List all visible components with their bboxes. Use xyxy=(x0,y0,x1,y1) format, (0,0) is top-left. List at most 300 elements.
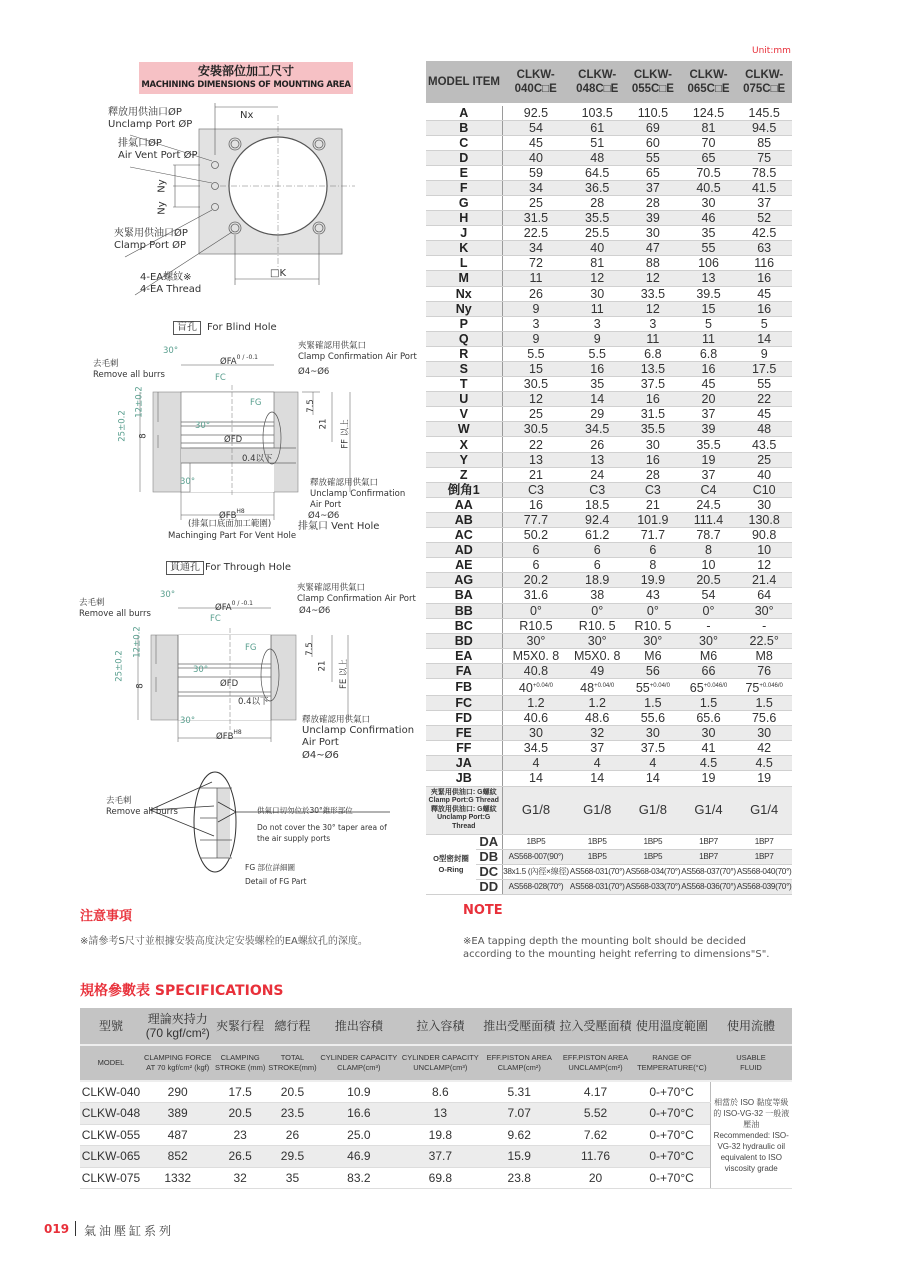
specs-cell: 20.5 xyxy=(267,1081,318,1103)
dims-cell: 22 xyxy=(736,392,792,407)
dims-cell: 116 xyxy=(736,256,792,271)
dims-cell: 52 xyxy=(736,211,792,226)
dims-cell: 46 xyxy=(681,211,737,226)
page-number: 019 xyxy=(44,1222,70,1236)
specs-row xyxy=(80,1081,792,1103)
specs-header-zh-cell: 推出容積 xyxy=(318,1008,400,1045)
blind-tag: 盲孔 xyxy=(173,321,201,335)
through-fc-label: FC xyxy=(210,614,221,624)
blind-unclamp-air-en2: Air Port xyxy=(310,500,342,510)
dims-cell: M8 xyxy=(736,648,792,663)
dims-cell: 31.6 xyxy=(502,588,569,603)
dims-cell: 8 xyxy=(625,558,681,573)
tolerance: +0.04/0 xyxy=(532,682,553,689)
dims-cell: $65^{+0.046/0}$ xyxy=(681,678,737,695)
dims-cell: 60 xyxy=(625,135,681,150)
dims-cell: R10.5 xyxy=(502,618,569,633)
dims-cell: 42.5 xyxy=(736,226,792,241)
dims-cell: 32 xyxy=(569,726,625,741)
dims-cell: 18.9 xyxy=(569,573,625,588)
dims-cell: 40 xyxy=(502,150,569,165)
dims-cell: 45 xyxy=(502,135,569,150)
blind-fc-label: FC xyxy=(215,373,226,383)
through-title: For Through Hole xyxy=(205,562,292,573)
dims-row xyxy=(426,771,792,786)
dims-header-model: CLKW- 075C□E xyxy=(736,61,792,104)
dims-cell: 65.6 xyxy=(681,711,737,726)
dims-cell: 13 xyxy=(681,271,737,286)
dims-cell: 1.5 xyxy=(625,695,681,710)
dims-row xyxy=(426,241,792,256)
blind-d75: 7.5 xyxy=(305,399,316,413)
dims-cell: 33.5 xyxy=(625,286,681,301)
dims-cell: 4 xyxy=(569,756,625,771)
dims-cell: 78.5 xyxy=(736,165,792,180)
dims-cell: 11 xyxy=(681,331,737,346)
dims-cell: 55 xyxy=(681,241,737,256)
dims-cell: 40.6 xyxy=(502,711,569,726)
dims-cell: 20.5 xyxy=(681,573,737,588)
dims-cell: 14 xyxy=(569,392,625,407)
dims-row xyxy=(426,512,792,527)
dims-item-label: C xyxy=(426,135,502,150)
specs-cell: 37.7 xyxy=(400,1146,482,1168)
dims-cell: R10. 5 xyxy=(625,618,681,633)
oring-cell: 1BP5 xyxy=(569,849,625,864)
oring-cell: 1BP7 xyxy=(681,849,737,864)
specs-header-en-cell: TOTAL STROKE(mm) xyxy=(267,1045,318,1081)
dims-item-label: K xyxy=(426,241,502,256)
dims-cell: 39.5 xyxy=(681,286,737,301)
specs-cell: 0-+70°C xyxy=(634,1081,710,1103)
dims-cell: 71.7 xyxy=(625,528,681,543)
dims-row xyxy=(426,362,792,377)
dims-item-label: Nx xyxy=(426,286,502,301)
specs-cell: 16.6 xyxy=(318,1103,400,1125)
dims-row xyxy=(426,678,792,695)
notes-text-en: ※EA tapping depth the mounting bolt should be decided according to the mounting height referring to dimensions"S". xyxy=(463,936,770,960)
dims-cell: 40 xyxy=(569,241,625,256)
k-label: □K xyxy=(270,268,287,279)
dims-cell: 69 xyxy=(625,120,681,135)
ny-label-1: Ny xyxy=(156,179,168,193)
specs-cell: 25.0 xyxy=(318,1124,400,1146)
oring-label: O型密封圈 O-Ring xyxy=(426,834,476,894)
dims-cell: 76 xyxy=(736,663,792,678)
specs-cell: 4.17 xyxy=(557,1081,633,1103)
specs-cell: 290 xyxy=(142,1081,214,1103)
dims-cell: 30 xyxy=(736,497,792,512)
through-tag: 貫通孔 xyxy=(166,561,204,575)
specs-header-zh-cell: 理論夾持力 (70 kgf/cm²) xyxy=(142,1008,214,1045)
dims-row xyxy=(426,603,792,618)
specs-header-en-cell: CYLINDER CAPACITY CLAMP(cm³) xyxy=(318,1045,400,1081)
dims-row xyxy=(426,422,792,437)
oring-cell: AS568-036(70°) xyxy=(681,879,737,894)
dims-cell: 4.5 xyxy=(736,756,792,771)
dims-cell: 34.5 xyxy=(569,422,625,437)
specs-model-cell: CLKW-065 xyxy=(80,1146,142,1168)
dims-cell: 25 xyxy=(502,195,569,210)
dims-cell: 37 xyxy=(681,407,737,422)
dims-row xyxy=(426,392,792,407)
tolerance: +0.046/0 xyxy=(703,682,728,689)
dims-header-model: CLKW- 055C□E xyxy=(625,61,681,104)
blind-fb-fit: H8 xyxy=(236,508,245,515)
specs-cell: 19.8 xyxy=(400,1124,482,1146)
dims-cell: 34 xyxy=(502,180,569,195)
air-vent-label-en: Air Vent Port ØP xyxy=(118,150,198,161)
dims-cell: 22 xyxy=(502,437,569,452)
dims-item-label: FC xyxy=(426,695,502,710)
through-d75: 7.5 xyxy=(304,642,315,656)
dims-cell: 11 xyxy=(569,301,625,316)
dims-item-label: Y xyxy=(426,452,502,467)
dims-cell: 30 xyxy=(569,286,625,301)
dims-cell: 35.5 xyxy=(681,437,737,452)
specs-header-zh-cell: 拉入受壓面積 xyxy=(557,1008,633,1045)
dims-cell: 37 xyxy=(569,741,625,756)
dims-cell: 59 xyxy=(502,165,569,180)
dims-cell: 30° xyxy=(625,633,681,648)
dims-cell: 9 xyxy=(502,331,569,346)
oring-cell: AS568-031(70°) xyxy=(569,864,625,879)
dims-cell: 39 xyxy=(681,422,737,437)
through-d8: 8 xyxy=(135,683,146,689)
specs-header-zh-cell: 推出受壓面積 xyxy=(481,1008,557,1045)
dims-cell: 30 xyxy=(625,226,681,241)
dims-cell: 16 xyxy=(625,452,681,467)
blind-vent-zh: (排氣口底面加工範圍) xyxy=(188,519,272,529)
fg-burrs-en: Remove all burrs xyxy=(106,807,178,817)
dims-cell: $48^{+0.04/0}$ xyxy=(569,678,625,695)
dims-cell: 30 xyxy=(625,437,681,452)
dims-cell: 48.6 xyxy=(569,711,625,726)
dims-item-label: H xyxy=(426,211,502,226)
dims-cell: 6 xyxy=(569,558,625,573)
specs-cell: 35 xyxy=(267,1167,318,1189)
dims-cell: C10 xyxy=(736,482,792,497)
dims-cell: 26 xyxy=(569,437,625,452)
dims-cell: 49 xyxy=(569,663,625,678)
dims-cell: 37 xyxy=(625,180,681,195)
dims-item-label: S xyxy=(426,362,502,377)
oring-code: DB xyxy=(476,849,502,864)
through-unclamp-air-zh: 釋放確認用供氣口 xyxy=(302,715,371,725)
dims-item-label: JB xyxy=(426,771,502,786)
blind-unclamp-air-dia: Ø4~Ø6 xyxy=(308,511,340,521)
through-clamp-air-zh: 夾緊確認用供氣口 xyxy=(297,583,366,593)
dims-item-label: AB xyxy=(426,512,502,527)
dims-cell: 4 xyxy=(625,756,681,771)
through-unclamp-air-en1: Unclamp Confirmation xyxy=(302,725,415,736)
dims-cell: 37.5 xyxy=(625,741,681,756)
dims-cell: 21.4 xyxy=(736,573,792,588)
through-burrs-en: Remove all burrs xyxy=(79,609,151,619)
dims-cell: 81 xyxy=(569,256,625,271)
blind-hole-diagram xyxy=(120,345,420,535)
dims-cell: 38 xyxy=(569,588,625,603)
dims-row xyxy=(426,756,792,771)
blind-burrs-en: Remove all burrs xyxy=(93,370,165,380)
dims-cell: 41.5 xyxy=(736,180,792,195)
dims-cell: 11 xyxy=(625,331,681,346)
blind-unclamp-air-zh: 釋放確認用供氣口 xyxy=(310,478,379,488)
oring-cell: AS568-034(70°) xyxy=(625,864,681,879)
notes-title-en: NOTE xyxy=(463,903,503,918)
dims-row xyxy=(426,663,792,678)
dims-item-label: BD xyxy=(426,633,502,648)
dims-cell: 70.5 xyxy=(681,165,737,180)
dims-cell: 85 xyxy=(736,135,792,150)
oring-cell: AS568-033(70°) xyxy=(625,879,681,894)
series-name: 氣油壓缸系列 xyxy=(84,1224,175,1238)
dims-cell: 12 xyxy=(625,271,681,286)
dims-cell: 66 xyxy=(681,663,737,678)
dims-cell: 124.5 xyxy=(681,104,737,120)
specs-cell: 26 xyxy=(267,1124,318,1146)
oring-row xyxy=(426,834,792,849)
port-thread-cell: G1/4 xyxy=(681,786,737,834)
dims-row xyxy=(426,467,792,482)
dims-cell: 37 xyxy=(736,195,792,210)
dims-cell: 1.5 xyxy=(736,695,792,710)
specs-header-zh-cell: 使用溫度範圍 xyxy=(634,1008,710,1045)
dims-cell: 6.8 xyxy=(625,346,681,361)
dims-cell: 103.5 xyxy=(569,104,625,120)
dims-cell: 12 xyxy=(569,271,625,286)
specs-cell: 9.62 xyxy=(481,1124,557,1146)
specs-cell: 83.2 xyxy=(318,1167,400,1189)
dims-cell: 0° xyxy=(681,603,737,618)
dims-cell: 51 xyxy=(569,135,625,150)
blind-d8: 8 xyxy=(138,433,149,439)
dims-row xyxy=(426,104,792,120)
through-clamp-air-dia: Ø4~Ø6 xyxy=(299,606,331,616)
specs-cell: 7.62 xyxy=(557,1124,633,1146)
dims-header-model: CLKW- 040C□E xyxy=(502,61,569,104)
dims-cell: 30 xyxy=(625,726,681,741)
dims-cell: 3 xyxy=(625,316,681,331)
blind-d21: 21 xyxy=(318,418,329,430)
blind-ff: FF 以上 xyxy=(340,419,351,449)
through-d12: 12±0.2 xyxy=(132,626,143,658)
specs-header-en-cell: USABLE FLUID xyxy=(710,1045,792,1081)
dims-cell: 28 xyxy=(625,195,681,210)
oring-cell: AS568-040(70°) xyxy=(736,864,792,879)
dims-cell: 14 xyxy=(569,771,625,786)
dims-cell: M6 xyxy=(681,648,737,663)
dims-cell: 30 xyxy=(502,726,569,741)
specs-cell: 852 xyxy=(142,1146,214,1168)
dims-row xyxy=(426,558,792,573)
dims-cell: M5X0. 8 xyxy=(569,648,625,663)
dims-row xyxy=(426,331,792,346)
blind-fd-label: ØFD xyxy=(224,435,243,445)
blind-clamp-air-dia: Ø4~Ø6 xyxy=(298,367,330,377)
dims-cell: 30° xyxy=(569,633,625,648)
dims-header-model: CLKW- 048C□E xyxy=(569,61,625,104)
dims-cell: 30 xyxy=(681,195,737,210)
dims-item-label: FF xyxy=(426,741,502,756)
dims-cell: 10 xyxy=(681,558,737,573)
dims-cell: 11 xyxy=(502,271,569,286)
fg-warn-zh: 供氣口切勿位於30°錐形部位 xyxy=(257,806,353,815)
blind-fa-tol: 0 / -0.1 xyxy=(236,354,258,361)
dims-cell: 145.5 xyxy=(736,104,792,120)
dims-cell: 35 xyxy=(681,226,737,241)
dims-row xyxy=(426,528,792,543)
fg-title-en: Detail of FG Part xyxy=(245,877,307,886)
dims-item-label: FE xyxy=(426,726,502,741)
dims-cell: 37.5 xyxy=(625,377,681,392)
dims-cell: 30° xyxy=(736,603,792,618)
dims-cell: 22.5 xyxy=(502,226,569,241)
blind-burrs-zh: 去毛刺 xyxy=(93,359,119,369)
unit-label: Unit:mm xyxy=(752,46,791,56)
dims-item-label: G xyxy=(426,195,502,210)
oring-cell: AS568-039(70°) xyxy=(736,879,792,894)
oring-code: DA xyxy=(476,834,502,849)
blind-d12: 12±0.2 xyxy=(134,386,145,418)
dims-cell: 40.5 xyxy=(681,180,737,195)
dims-cell: 41 xyxy=(681,741,737,756)
dims-cell: 45 xyxy=(736,407,792,422)
ny-label-2: Ny xyxy=(156,201,168,215)
specs-title: 規格參數表 SPECIFICATIONS xyxy=(80,983,284,999)
specs-header-en-cell: MODEL xyxy=(80,1045,142,1081)
dims-cell: 30° xyxy=(502,633,569,648)
blind-vent-en: Machinging Part For Vent Hole xyxy=(168,531,297,541)
dims-item-label: X xyxy=(426,437,502,452)
dims-row xyxy=(426,726,792,741)
through-fg-label: FG xyxy=(245,643,257,653)
dims-item-label: B xyxy=(426,120,502,135)
dims-cell: 16 xyxy=(502,497,569,512)
dims-cell: 30° xyxy=(681,633,737,648)
dims-cell: 30 xyxy=(736,726,792,741)
dims-cell: 92.4 xyxy=(569,512,625,527)
dims-item-label: M xyxy=(426,271,502,286)
dims-cell: 55 xyxy=(625,150,681,165)
dims-cell: 14 xyxy=(502,771,569,786)
through-angle-top: 30° xyxy=(160,590,176,600)
dims-cell: 12 xyxy=(736,558,792,573)
dims-cell: 12 xyxy=(502,392,569,407)
dims-cell: 20.2 xyxy=(502,573,569,588)
dims-item-label: A xyxy=(426,104,502,120)
dims-row xyxy=(426,180,792,195)
through-fa-label: $ØFA^{0 / -0.1}$ xyxy=(215,600,253,613)
dims-item-label: AA xyxy=(426,497,502,512)
dims-item-label: FB xyxy=(426,678,502,695)
specs-cell: 487 xyxy=(142,1124,214,1146)
dims-cell: 6 xyxy=(502,543,569,558)
dims-cell: 15 xyxy=(502,362,569,377)
port-thread-cell: G1/8 xyxy=(502,786,569,834)
dims-cell: 19 xyxy=(681,771,737,786)
dims-row xyxy=(426,633,792,648)
dims-cell: 16 xyxy=(736,301,792,316)
dims-cell: R10. 5 xyxy=(569,618,625,633)
dims-cell: $75^{+0.046/0}$ xyxy=(736,678,792,695)
dims-row xyxy=(426,316,792,331)
dims-row xyxy=(426,407,792,422)
dims-cell: 35.5 xyxy=(625,422,681,437)
dims-cell: 30 xyxy=(681,726,737,741)
blind-fb-label: $ØFB^{H8}$ xyxy=(219,508,245,521)
dims-row xyxy=(426,573,792,588)
specs-header-zh-cell: 拉入容積 xyxy=(400,1008,482,1045)
dims-item-label: AD xyxy=(426,543,502,558)
dims-cell: 26 xyxy=(502,286,569,301)
dims-cell: 17.5 xyxy=(736,362,792,377)
dims-cell: 5 xyxy=(736,316,792,331)
dims-row xyxy=(426,648,792,663)
dims-item-label: E xyxy=(426,165,502,180)
footer-divider xyxy=(75,1221,76,1236)
dims-cell: 1.2 xyxy=(502,695,569,710)
dims-cell: 37 xyxy=(681,467,737,482)
specs-cell: 11.76 xyxy=(557,1146,633,1168)
dims-cell: 39 xyxy=(625,211,681,226)
oring-cell: 1BP7 xyxy=(681,834,737,849)
dims-cell: 77.7 xyxy=(502,512,569,527)
oring-code: DC xyxy=(476,864,502,879)
clamp-port-label-zh: 夾緊用供油口ØP xyxy=(114,228,188,239)
dims-cell: 6.8 xyxy=(681,346,737,361)
specs-cell: 5.52 xyxy=(557,1103,633,1125)
dims-cell: 9 xyxy=(736,346,792,361)
oring-cell: 1BP5 xyxy=(569,834,625,849)
dims-cell: 92.5 xyxy=(502,104,569,120)
dims-cell: 0° xyxy=(569,603,625,618)
dims-cell: 28 xyxy=(569,195,625,210)
dims-cell: 18.5 xyxy=(569,497,625,512)
dims-cell: 13.5 xyxy=(625,362,681,377)
dims-cell: 6 xyxy=(569,543,625,558)
dims-item-label: F xyxy=(426,180,502,195)
blind-fa-label: $ØFA^{0 / -0.1}$ xyxy=(220,354,258,367)
specs-header-zh-cell: 夾緊行程 xyxy=(213,1008,266,1045)
dims-cell: 111.4 xyxy=(681,512,737,527)
dims-cell: 45 xyxy=(681,377,737,392)
dims-cell: 8 xyxy=(681,543,737,558)
dims-row xyxy=(426,165,792,180)
dims-row xyxy=(426,195,792,210)
through-04-label: 0.4以下 xyxy=(238,697,269,707)
dims-row xyxy=(426,286,792,301)
through-clamp-air-en: Clamp Confirmation Air Port xyxy=(297,594,416,604)
dims-row xyxy=(426,150,792,165)
dims-cell: 81 xyxy=(681,120,737,135)
dims-cell: 1.5 xyxy=(681,695,737,710)
dims-row xyxy=(426,226,792,241)
tolerance: +0.04/0 xyxy=(594,682,615,689)
dims-row xyxy=(426,211,792,226)
blind-vent-hole: 排氣口 Vent Hole xyxy=(298,521,380,532)
dims-item-label: W xyxy=(426,422,502,437)
dims-cell: 29 xyxy=(569,407,625,422)
thread-label-en: 4-EA Thread xyxy=(140,284,202,295)
dims-cell: 19 xyxy=(681,452,737,467)
dims-cell: 1.2 xyxy=(569,695,625,710)
specs-header-en-cell: RANGE OF TEMPERATURE(°C) xyxy=(634,1045,710,1081)
blind-clamp-air-zh: 夾緊確認用供氣口 xyxy=(298,341,367,351)
dims-cell: 70 xyxy=(681,135,737,150)
fg-title-zh: FG 部位詳細圖 xyxy=(245,863,296,872)
specs-header-en-cell: EFF.PISTON AREA UNCLAMP(cm²) xyxy=(557,1045,633,1081)
